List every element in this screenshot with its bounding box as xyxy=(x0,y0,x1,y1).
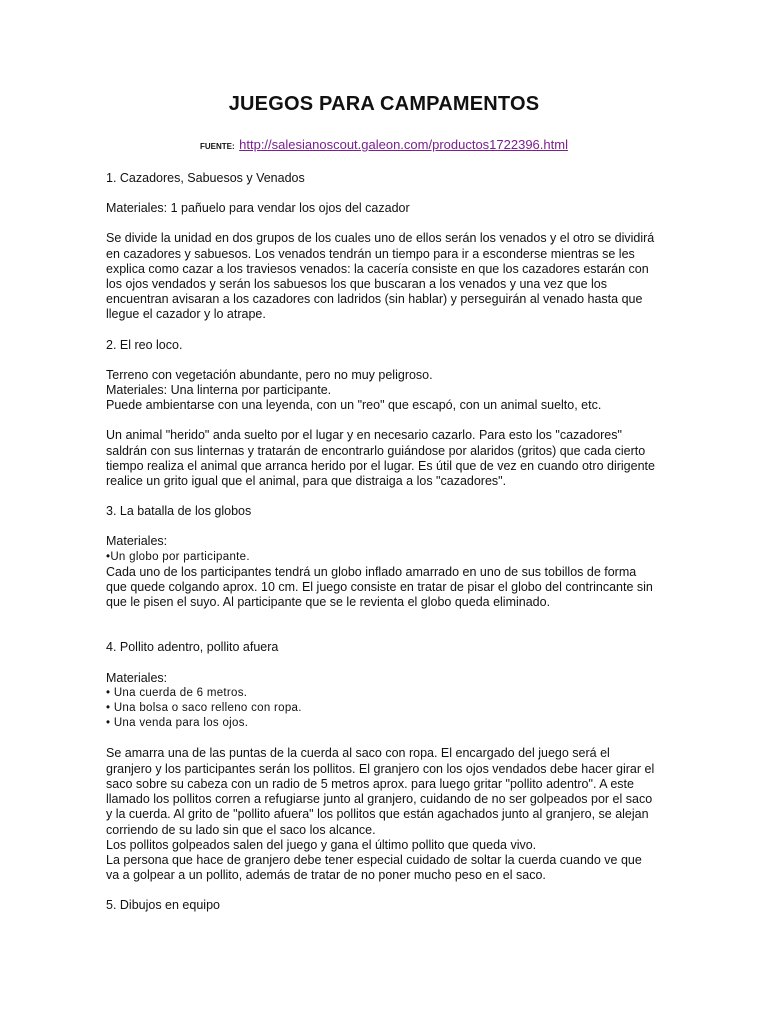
text-line: Un animal "herido" anda suelto por el lugar y en necesario cazarlo. Para esto los "cazadores" xyxy=(106,428,622,443)
materials-label: Materiales: xyxy=(106,670,168,685)
text-line: corriendo de su lado sin que el saco los alcance. xyxy=(106,822,376,837)
source-link[interactable]: http://salesianoscout.galeon.com/productos1722396.html xyxy=(239,137,568,152)
text-line: saldrán con sus linternas y tratarán de encontrarlo guiándose por alaridos (gritos) que cada cierto xyxy=(106,443,646,458)
document-title: JUEGOS PARA CAMPAMENTOS xyxy=(228,93,540,115)
document-body xyxy=(106,171,666,929)
text-line: granjero y los participantes serán los pollitos. El granjero con los ojos vendados debe hacer girar el xyxy=(106,761,655,776)
text-line: Materiales: Una linterna por participante. xyxy=(106,383,332,398)
text-line: encuentran avisaran a los cazadores con ladridos (sin hablar) y perseguirán al venado hasta que xyxy=(106,292,643,307)
section-2-paragraph xyxy=(106,428,666,489)
text-line: los ojos vendados y serán los sabuesos los que buscaran a los venados y una vez que los xyxy=(106,277,608,292)
text-line: va a golpear a un pollito, además de tratar de no poner mucho peso en el saco. xyxy=(106,868,546,883)
list-item: • Una venda para los ojos. xyxy=(106,717,249,730)
section-4-heading: 4. Pollito adentro, pollito afuera xyxy=(106,640,279,655)
text-line: explica como cazar a los traviesos venados: la cacería consiste en que los cazadores estarán con xyxy=(106,261,649,276)
text-line: tiempo realiza el animal que arranca herido por el lugar. Es útil que de vez en cuando otro dirigente xyxy=(106,458,655,473)
section-5-heading: 5. Dibujos en equipo xyxy=(106,898,220,913)
text-line: llegue el cazador y lo atrape. xyxy=(106,307,266,322)
section-2-heading: 2. El reo loco. xyxy=(106,337,183,352)
text-line: Los pollitos golpeados salen del juego y gana el último pollito que queda vivo. xyxy=(106,837,537,852)
text-line: La persona que hace de granjero debe tener especial cuidado de soltar la cuerda cuando ve que xyxy=(106,852,642,867)
text-line: que le pisen el suyo. Al participante que se le revienta el globo queda eliminado. xyxy=(106,595,551,610)
section-1-materials: Materiales: 1 pañuelo para vendar los ojos del cazador xyxy=(106,201,410,216)
section-3-heading: 3. La batalla de los globos xyxy=(106,504,252,519)
section-1-paragraph xyxy=(106,231,666,322)
text-line: Puede ambientarse con una leyenda, con un "reo" que escapó, con un animal suelto, etc. xyxy=(106,398,602,413)
spacer xyxy=(106,625,666,640)
text-line: que quede colgando aprox. 10 cm. El juego consiste en tratar de pisar el globo del contrincante sin xyxy=(106,580,653,595)
list-item: •Un globo por participante. xyxy=(106,550,250,563)
text-line: Se divide la unidad en dos grupos de los cuales uno de ellos serán los venados y el otro se dividirá xyxy=(106,231,655,246)
source-label: FUENTE: xyxy=(200,142,235,151)
text-line: saco sobre su cabeza con un radio de 5 metros aprox. para luego gritar "pollito adentro". A este xyxy=(106,776,634,791)
text-line: realice un grito igual que el animal, para que distraiga a los "cazadores". xyxy=(106,474,507,489)
text-line: en cazadores y sabuesos. Los venados tendrán un tiempo para ir a esconderse mientras se les xyxy=(106,246,635,261)
list-item: • Una bolsa o saco relleno con ropa. xyxy=(106,702,302,715)
section-4-materials xyxy=(106,671,666,732)
text-line: Terreno con vegetación abundante, pero no muy peligroso. xyxy=(106,367,433,382)
section-1-heading: 1. Cazadores, Sabuesos y Venados xyxy=(106,171,305,185)
section-3-body xyxy=(106,534,666,610)
materials-label: Materiales: xyxy=(106,534,168,549)
section-4-paragraph xyxy=(106,746,666,883)
text-line: y la cuerda. Al grito de "pollito afuera" los pollitos que están agachados junto al granjero, se alejan xyxy=(106,807,649,822)
text-line: Cada uno de los participantes tendrá un globo inflado amarrado en uno de sus tobillos de forma xyxy=(106,564,637,579)
section-2-intro xyxy=(106,368,666,414)
text-line: Se amarra una de las puntas de la cuerda al saco con ropa. El encargado del juego será el xyxy=(106,746,610,761)
source-line xyxy=(0,136,768,154)
text-line: llamado los pollitos corren a refugiarse junto al granjero, cuidando de no ser golpeados por el saco xyxy=(106,792,653,807)
list-item: • Una cuerda de 6 metros. xyxy=(106,686,248,699)
